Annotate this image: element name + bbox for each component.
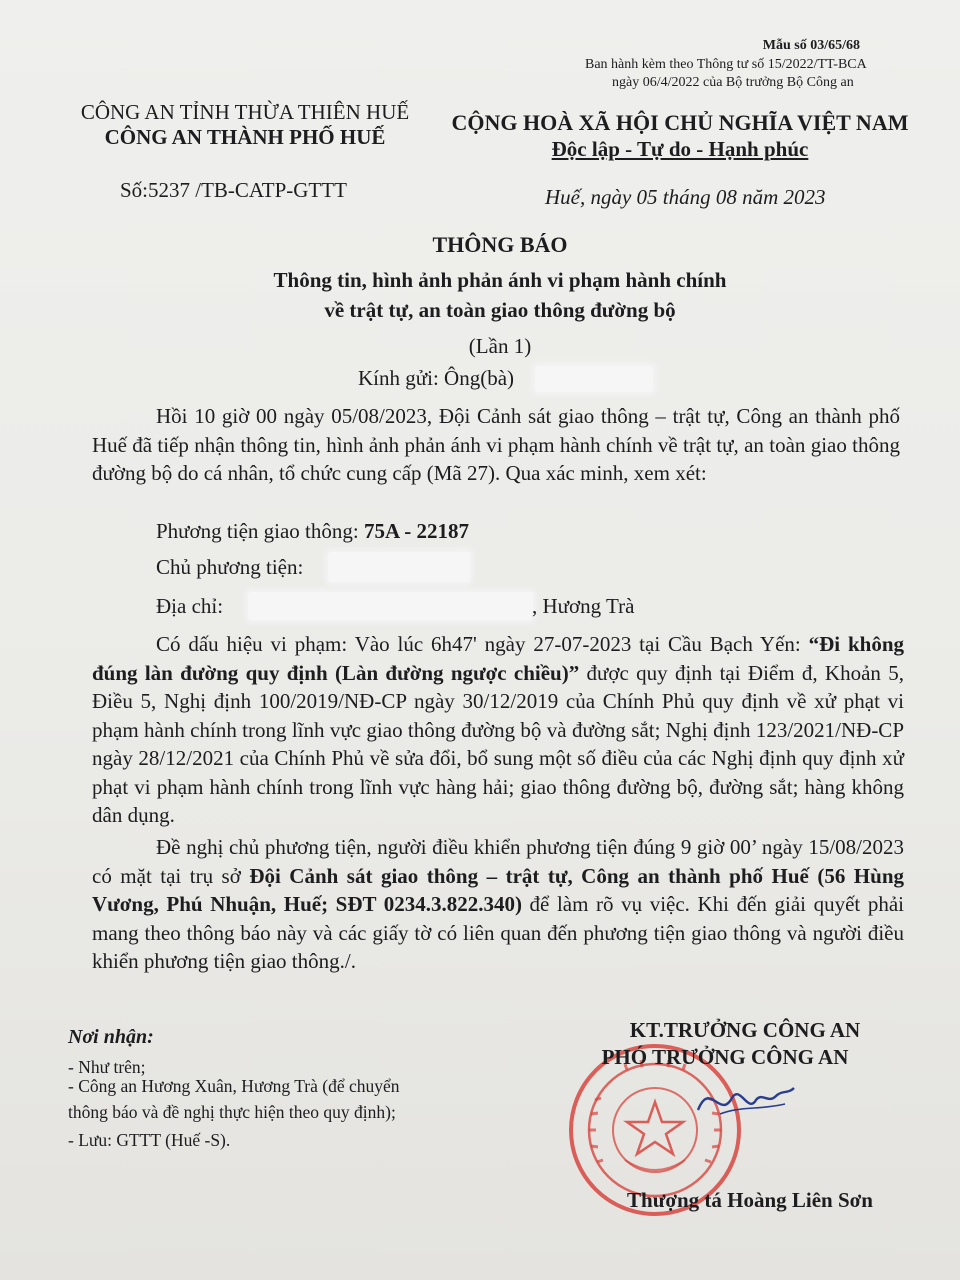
address-line: [156, 594, 223, 619]
recipients-heading: Nơi nhận:: [68, 1026, 154, 1048]
notice-subtitle-2: về trật tự, an toàn giao thông đường bộ: [324, 298, 676, 322]
owner-line: [156, 555, 303, 580]
violation-legal-basis: được quy định tại Điểm đ, Khoản 5, Điều 5, Nghị định 100/2019/NĐ-CP ngày 30/12/2019 của Chính Phủ quy định về xử phạt vi phạm hành chính trong lĩnh vực giao thông đường bộ và đường sắt; Nghị định 123/2021/NĐ-CP ngày 28/12/2021 của Chính Phủ về sửa đổi, bổ sung một số điều của các Nghị định quy định xử phạt vi phạm hành chính trong lĩnh vực hàng hải; giao thông đường bộ, đường sắt; hàng không dân dụng.: [92, 660, 904, 827]
national-title: CỘNG HOÀ XÃ HỘI CHỦ NGHĨA VIỆT NAM: [451, 110, 909, 135]
paragraph-request: [92, 833, 904, 976]
issued-by-line-2: ngày 06/4/2022 của Bộ trưởng Bộ Công an: [612, 75, 854, 90]
violation-description: “Đi không đúng làn đường quy định (Làn đường ngược chiều)”: [92, 632, 904, 685]
document-number: Số:5237 /TB-CATP-GTTT: [120, 178, 347, 202]
greeting: Kính gửi: Ông(bà): [358, 366, 515, 390]
signature-title-1: KT.TRƯỞNG CÔNG AN: [629, 1018, 861, 1042]
agency-name: CÔNG AN THÀNH PHỐ HUẾ: [104, 125, 386, 149]
issued-by-line-1: Ban hành kèm theo Thông tư số 15/2022/TT-BCA: [585, 57, 867, 72]
recipient-item-3: - Lưu: GTTT (Huế -S).: [68, 1130, 231, 1150]
signature-title-2: PHÓ TRƯỞNG CÔNG AN: [601, 1045, 849, 1069]
violation-intro: Có dấu hiệu vi phạm: Vào lúc 6h47' ngày 27-07-2023 tại Cầu Bạch Yến:: [156, 632, 809, 656]
notice-title: THÔNG BÁO: [432, 232, 568, 257]
handwritten-signature: [690, 1070, 800, 1130]
place-date: Huế, ngày 05 tháng 08 năm 2023: [545, 185, 826, 209]
address-suffix: , Hương Trà: [532, 594, 635, 618]
vehicle-label: Phương tiện giao thông:: [156, 519, 359, 543]
redacted-recipient: [535, 366, 653, 392]
national-motto: Độc lập - Tự do - Hạnh phúc: [551, 137, 809, 161]
form-number: Mẫu số 03/65/68: [762, 38, 860, 53]
agency-parent: CÔNG AN TỈNH THỪA THIÊN HUẾ: [80, 100, 410, 124]
address-label: Địa chỉ:: [156, 594, 224, 618]
recipient-item-2a: - Công an Hương Xuân, Hương Trà (để chuyển: [68, 1076, 400, 1096]
request-rest: để làm rõ vụ việc. Khi đến giải quyết phải mang theo thông báo này và các giấy tờ có liên quan đến phương tiện giao thông và người điều khiển phương tiện giao thông./.: [92, 892, 904, 973]
paragraph-violation: [92, 630, 904, 830]
recipient-item-1: - Như trên;: [68, 1057, 146, 1077]
signer-name: Thượng tá Hoàng Liên Sơn: [627, 1188, 873, 1212]
owner-label: Chủ phương tiện:: [156, 555, 304, 579]
notice-round: (Lần 1): [468, 334, 532, 358]
request-location: Đội Cảnh sát giao thông – trật tự, Công an thành phố Huế (56 Hùng Vương, Phú Nhuận, Huế; SĐT 0234.3.822.340): [92, 863, 904, 916]
vehicle-plate: 75A - 22187: [363, 519, 469, 543]
redacted-address: [248, 592, 533, 620]
notice-subtitle-1: Thông tin, hình ảnh phản ánh vi phạm hành chính: [273, 268, 727, 292]
recipient-item-2b: thông báo và đề nghị thực hiện theo quy định);: [68, 1102, 396, 1122]
redacted-owner: [328, 552, 470, 582]
vehicle-line: [156, 519, 469, 544]
request-intro: Đề nghị chủ phương tiện, người điều khiển phương tiện đúng 9 giờ 00’ ngày 15/08/2023 có mặt tại trụ sở: [92, 835, 904, 888]
paragraph-received: Hồi 10 giờ 00 ngày 05/08/2023, Đội Cảnh sát giao thông – trật tự, Công an thành phố Huế đã tiếp nhận thông tin, hình ảnh phản ánh vi phạm hành chính về trật tự, an toàn giao thông đường bộ do cá nhân, tổ chức cung cấp (Mã 27). Qua xác minh, xem xét:: [92, 404, 900, 485]
